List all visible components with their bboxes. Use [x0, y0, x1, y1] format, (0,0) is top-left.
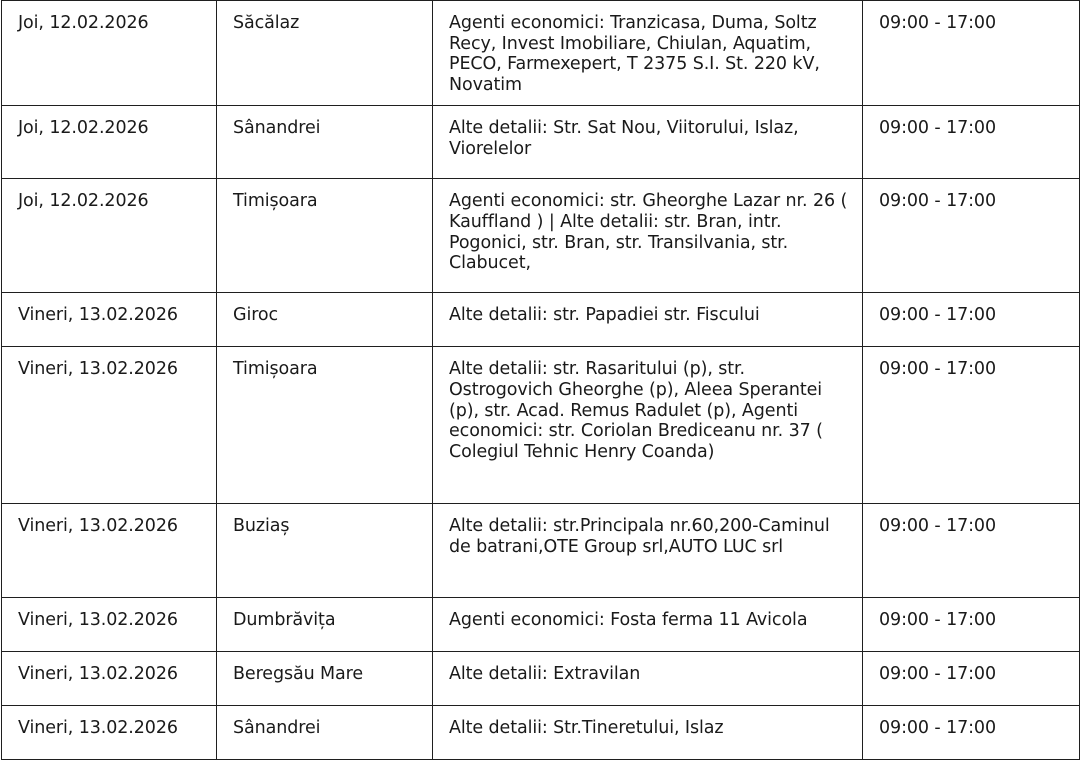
- details-cell: Alte detalii: Str.Tineretului, Islaz: [433, 706, 863, 760]
- outage-schedule-table: [1, 0, 1080, 760]
- details-cell: Agenti economici: Fosta ferma 11 Avicola: [433, 598, 863, 652]
- table-row: [2, 598, 1080, 652]
- time-cell: 09:00 - 17:00: [863, 293, 1080, 347]
- date-cell: Vineri, 13.02.2026: [2, 293, 217, 347]
- details-cell: Alte detalii: str. Papadiei str. Fiscului: [433, 293, 863, 347]
- details-cell: Alte detalii: str.Principala nr.60,200-Caminul de batrani,OTE Group srl,AUTO LUC srl: [433, 504, 863, 598]
- time-cell: 09:00 - 17:00: [863, 706, 1080, 760]
- table-row: [2, 1, 1080, 106]
- time-cell: 09:00 - 17:00: [863, 106, 1080, 179]
- details-cell: Agenti economici: str. Gheorghe Lazar nr. 26 ( Kauffland ) | Alte detalii: str. Bran, intr. Pogonici, str. Bran, str. Transilvania, str. Clabucet,: [433, 179, 863, 293]
- date-cell: Joi, 12.02.2026: [2, 1, 217, 106]
- table-row: [2, 293, 1080, 347]
- location-cell: Sânandrei: [217, 106, 433, 179]
- date-cell: Vineri, 13.02.2026: [2, 347, 217, 504]
- table-row: [2, 652, 1080, 706]
- date-cell: Joi, 12.02.2026: [2, 106, 217, 179]
- table-row: [2, 106, 1080, 179]
- details-cell: Alte detalii: Str. Sat Nou, Viitorului, Islaz, Viorelelor: [433, 106, 863, 179]
- date-cell: Vineri, 13.02.2026: [2, 706, 217, 760]
- date-cell: Vineri, 13.02.2026: [2, 598, 217, 652]
- date-cell: Vineri, 13.02.2026: [2, 652, 217, 706]
- location-cell: Săcălaz: [217, 1, 433, 106]
- time-cell: 09:00 - 17:00: [863, 598, 1080, 652]
- location-cell: Timișoara: [217, 179, 433, 293]
- details-cell: Agenti economici: Tranzicasa, Duma, Soltz Recy, Invest Imobiliare, Chiulan, Aquatim, PECO, Farmexepert, T 2375 S.I. St. 220 kV, Novatim: [433, 1, 863, 106]
- location-cell: Dumbrăvița: [217, 598, 433, 652]
- details-cell: Alte detalii: Extravilan: [433, 652, 863, 706]
- time-cell: 09:00 - 17:00: [863, 179, 1080, 293]
- table-row: [2, 504, 1080, 598]
- location-cell: Giroc: [217, 293, 433, 347]
- time-cell: 09:00 - 17:00: [863, 652, 1080, 706]
- location-cell: Beregsău Mare: [217, 652, 433, 706]
- date-cell: Vineri, 13.02.2026: [2, 504, 217, 598]
- time-cell: 09:00 - 17:00: [863, 1, 1080, 106]
- details-cell: Alte detalii: str. Rasaritului (p), str. Ostrogovich Gheorghe (p), Aleea Sperantei (p), str. Acad. Remus Radulet (p), Agenti economici: str. Coriolan Brediceanu nr. 37 ( Colegiul Tehnic Henry Coanda): [433, 347, 863, 504]
- time-cell: 09:00 - 17:00: [863, 347, 1080, 504]
- table-row: [2, 347, 1080, 504]
- location-cell: Buziaș: [217, 504, 433, 598]
- location-cell: Sânandrei: [217, 706, 433, 760]
- table-row: [2, 706, 1080, 760]
- time-cell: 09:00 - 17:00: [863, 504, 1080, 598]
- date-cell: Joi, 12.02.2026: [2, 179, 217, 293]
- location-cell: Timișoara: [217, 347, 433, 504]
- table-row: [2, 179, 1080, 293]
